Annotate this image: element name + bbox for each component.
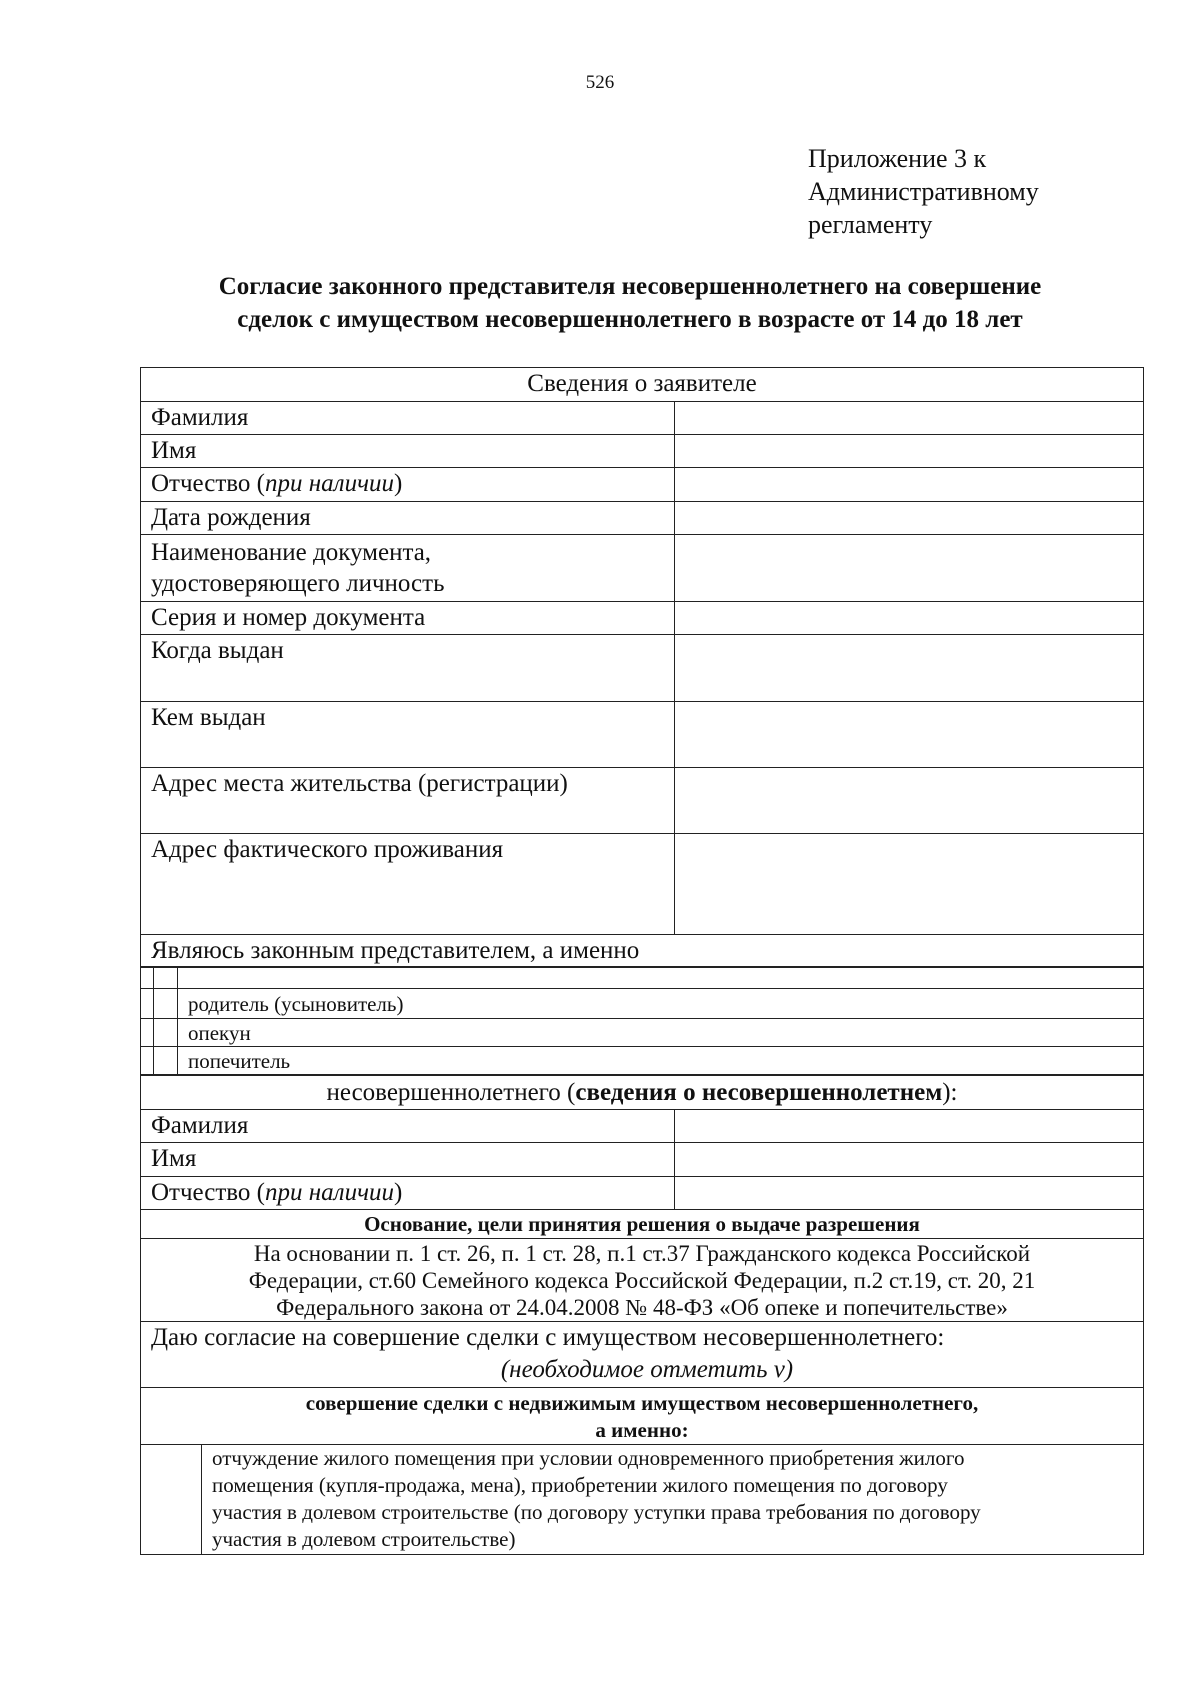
checkbox-margin xyxy=(141,968,154,988)
minor-name-label: Имя xyxy=(141,1143,675,1176)
real-estate-header-row xyxy=(141,1387,1143,1444)
applicant-patronymic-row xyxy=(141,467,1143,501)
consent-row xyxy=(141,1321,1143,1387)
representative-label: Являюсь законным представителем, а именно xyxy=(151,937,640,964)
consent-text xyxy=(141,1322,1143,1387)
basis-line: Федерации, ст.60 Семейного кодекса Российской Федерации, п.2 ст.19, ст. 20, 21 xyxy=(248,1268,1036,1293)
minor-patronymic-close: ) xyxy=(394,1179,403,1206)
minor-name-row xyxy=(141,1142,1143,1176)
basis-header-row xyxy=(141,1209,1143,1238)
minor-patronymic-field[interactable] xyxy=(675,1177,1143,1209)
title-line: сделок с имуществом несовершеннолетнего в возрасте от 14 до 18 лет xyxy=(237,306,1023,333)
applicant-issued-by-row xyxy=(141,701,1143,767)
applicant-docname-row xyxy=(141,534,1143,601)
applicant-issued-when-row xyxy=(141,634,1143,701)
applicant-name-row xyxy=(141,434,1143,467)
surname-field[interactable] xyxy=(675,402,1143,434)
minor-surname-field[interactable] xyxy=(675,1110,1143,1142)
minor-patronymic-note: при наличии xyxy=(265,1179,394,1206)
appendix-line: Приложение 3 к xyxy=(808,144,987,173)
checkbox-margin xyxy=(141,1019,154,1046)
consent-instruction: (необходимое отметить v) xyxy=(500,1356,794,1383)
title-line: Согласие законного представителя несовершеннолетнего на совершение xyxy=(218,273,1042,300)
applicant-reg-address-row xyxy=(141,767,1143,833)
option-trustee xyxy=(178,1047,1143,1074)
doc-name-field[interactable] xyxy=(675,535,1143,601)
basis-text-row xyxy=(141,1238,1143,1321)
doc-series-label: Серия и номер документа xyxy=(141,602,675,634)
appendix-line: регламенту xyxy=(808,210,933,239)
page-number: 526 xyxy=(585,72,615,93)
real-estate-header-line: совершение сделки с недвижимым имуществом несовершеннолетнего, xyxy=(305,1391,979,1415)
issued-when-label: Когда выдан xyxy=(141,635,675,701)
consent-line: Даю согласие на совершение сделки с имуществом несовершеннолетнего: xyxy=(151,1324,945,1351)
surname-label: Фамилия xyxy=(141,402,675,434)
doc-name-label xyxy=(141,535,675,601)
real-estate-header-line: а именно: xyxy=(595,1418,689,1442)
minor-surname-label: Фамилия xyxy=(141,1110,675,1142)
real-estate-header xyxy=(141,1388,1143,1444)
name-label: Имя xyxy=(141,435,675,467)
real-estate-item-text xyxy=(202,1445,1143,1554)
patronymic-note: при наличии xyxy=(265,470,394,497)
representative-option-row xyxy=(141,1046,1143,1074)
item-line: участия в долевом строительстве (по договору уступки права требования по договору xyxy=(212,1500,981,1524)
option-label: попечитель xyxy=(188,1049,291,1073)
minor-header-suffix: ): xyxy=(942,1079,958,1106)
representative-option-row xyxy=(141,988,1143,1018)
patronymic-field[interactable] xyxy=(675,468,1143,501)
item-line: отчуждение жилого помещения при условии одновременного приобретения жилого xyxy=(212,1446,965,1470)
option-blank xyxy=(178,968,1143,988)
document-title xyxy=(130,270,1130,336)
name-field[interactable] xyxy=(675,435,1143,467)
patronymic-close: ) xyxy=(394,470,403,497)
checkbox-margin xyxy=(141,989,154,1018)
representative-row xyxy=(141,934,1143,966)
actual-address-field[interactable] xyxy=(675,834,1143,934)
real-estate-item-row xyxy=(141,1444,1143,1554)
actual-address-label: Адрес фактического проживания xyxy=(141,834,675,934)
option-guardian xyxy=(178,1019,1143,1046)
checkbox-margin xyxy=(141,1047,154,1074)
doc-name-line: удостоверяющего личность xyxy=(151,570,445,597)
doc-name-line: Наименование документа, xyxy=(151,539,432,566)
real-estate-checkbox[interactable] xyxy=(141,1445,202,1554)
doc-series-field[interactable] xyxy=(675,602,1143,634)
issued-when-field[interactable] xyxy=(675,635,1143,701)
patronymic-text: Отчество ( xyxy=(151,470,266,497)
representative-option-row xyxy=(141,1018,1143,1046)
reg-address-label: Адрес места жительства (регистрации) xyxy=(141,768,675,833)
minor-header-bold: сведения о несовершеннолетнем xyxy=(575,1079,943,1106)
issued-by-label: Кем выдан xyxy=(141,702,675,767)
option-label: родитель (усыновитель) xyxy=(188,992,404,1016)
basis-text xyxy=(141,1239,1143,1321)
applicant-header: Сведения о заявителе xyxy=(527,370,757,397)
minor-header-prefix: несовершеннолетнего ( xyxy=(326,1079,576,1106)
minor-surname-row xyxy=(141,1109,1143,1142)
item-line: участия в долевом строительстве) xyxy=(212,1527,516,1551)
minor-header-row xyxy=(141,1074,1143,1109)
minor-patronymic-row xyxy=(141,1176,1143,1209)
basis-header: Основание, цели принятия решения о выдаче разрешения xyxy=(364,1212,920,1236)
applicant-docseries-row xyxy=(141,601,1143,634)
basis-line: На основании п. 1 ст. 26, п. 1 ст. 28, п.1 ст.37 Гражданского кодекса Российской xyxy=(253,1241,1031,1266)
guardian-checkbox[interactable] xyxy=(154,1019,178,1046)
checkbox-cell[interactable] xyxy=(154,968,178,988)
basis-line: Федерального закона от 24.04.2008 № 48-ФЗ «Об опеке и попечительстве» xyxy=(276,1295,1008,1320)
issued-by-field[interactable] xyxy=(675,702,1143,767)
minor-name-field[interactable] xyxy=(675,1143,1143,1176)
applicant-birthdate-row xyxy=(141,501,1143,534)
minor-header xyxy=(141,1076,1143,1109)
reg-address-field[interactable] xyxy=(675,768,1143,833)
item-line: помещения (купля-продажа, мена), приобретении жилого помещения по договору xyxy=(212,1473,948,1497)
applicant-actual-address-row xyxy=(141,833,1143,934)
appendix-note xyxy=(808,142,1039,241)
representative-blank-row xyxy=(141,966,1143,988)
consent-form-table xyxy=(140,367,1144,1555)
option-parent xyxy=(178,989,1143,1018)
minor-patronymic-text: Отчество ( xyxy=(151,1179,266,1206)
trustee-checkbox[interactable] xyxy=(154,1047,178,1074)
parent-checkbox[interactable] xyxy=(154,989,178,1018)
birth-date-label: Дата рождения xyxy=(141,502,675,534)
applicant-header-row xyxy=(141,368,1143,401)
applicant-surname-row xyxy=(141,401,1143,434)
appendix-line: Административному xyxy=(808,177,1039,206)
patronymic-label xyxy=(141,468,675,501)
minor-patronymic-label xyxy=(141,1177,675,1209)
birth-date-field[interactable] xyxy=(675,502,1143,534)
option-label: опекун xyxy=(188,1021,251,1045)
